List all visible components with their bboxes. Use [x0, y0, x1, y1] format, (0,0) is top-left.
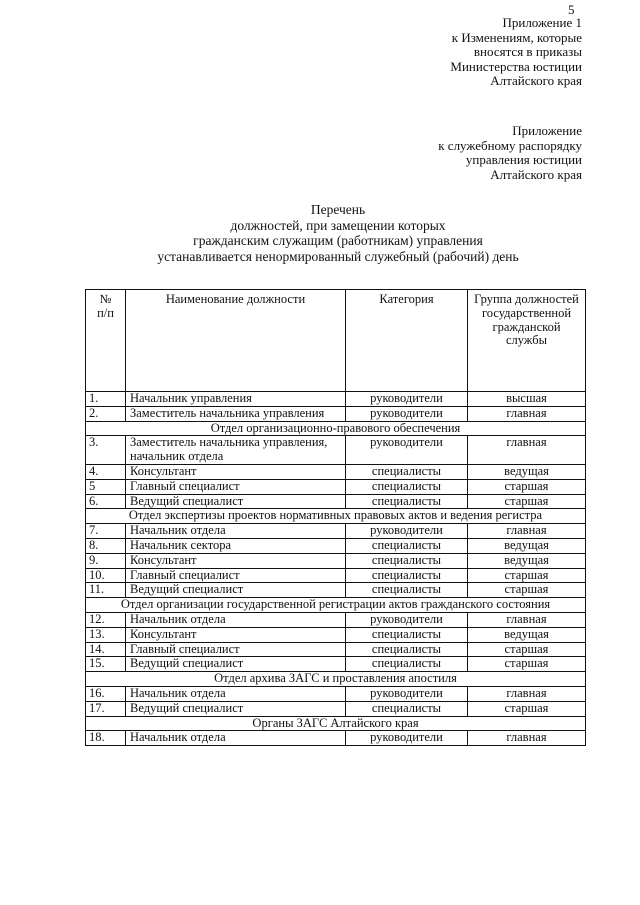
- row-position-name: Начальник отдела: [126, 524, 346, 539]
- row-group: ведущая: [468, 538, 586, 553]
- title-line: Перечень: [310, 202, 366, 217]
- row-group: старшая: [468, 479, 586, 494]
- header-category: Категория: [346, 290, 468, 392]
- annex-1-line: вносятся в приказы: [473, 44, 582, 59]
- row-number: 16.: [86, 686, 126, 701]
- row-number: 6.: [86, 494, 126, 509]
- row-category: руководители: [346, 731, 468, 746]
- row-category: руководители: [346, 392, 468, 407]
- row-group: ведущая: [468, 464, 586, 479]
- annex-2-line: Алтайского края: [490, 166, 582, 182]
- row-position-name: Ведущий специалист: [126, 657, 346, 672]
- row-position-name: Главный специалист: [126, 479, 346, 494]
- row-category: руководители: [346, 406, 468, 421]
- row-position-name: Консультант: [126, 627, 346, 642]
- row-number: 1.: [86, 392, 126, 407]
- title-line: должностей, при замещении которых: [230, 217, 446, 233]
- header-group: Группа должностей государственной гражданской службы: [468, 290, 586, 392]
- row-number: 17.: [86, 701, 126, 716]
- annex-1-heading: [450, 16, 582, 89]
- table-row: [86, 524, 586, 539]
- row-category: специалисты: [346, 538, 468, 553]
- row-group: старшая: [468, 583, 586, 598]
- annex-1-line: Министерства юстиции: [450, 58, 582, 74]
- row-number: 4.: [86, 464, 126, 479]
- table-row: [86, 612, 586, 627]
- table-row: [86, 538, 586, 553]
- annex-2-line: к служебному распорядку: [438, 137, 582, 153]
- annex-2-heading: [438, 124, 582, 182]
- row-position-name: Начальник отдела: [126, 686, 346, 701]
- row-number: 2.: [86, 406, 126, 421]
- header-position-name: Наименование должности: [126, 290, 346, 392]
- section-title: Отдел организации государственной регистрации актов гражданского состояния: [86, 598, 586, 613]
- row-number: 3.: [86, 436, 126, 465]
- section-row: [86, 598, 586, 613]
- annex-1-line: Приложение 1: [502, 15, 582, 30]
- row-position-name: Начальник отдела: [126, 731, 346, 746]
- table-row: [86, 436, 586, 465]
- row-category: специалисты: [346, 627, 468, 642]
- table-row: [86, 406, 586, 421]
- row-group: старшая: [468, 701, 586, 716]
- table-header-row: [86, 290, 586, 392]
- row-number: 14.: [86, 642, 126, 657]
- row-position-name: Консультант: [126, 464, 346, 479]
- row-number: 13.: [86, 627, 126, 642]
- row-number: 11.: [86, 583, 126, 598]
- positions-table: [85, 289, 586, 746]
- table-row: [86, 701, 586, 716]
- row-position-name: Начальник сектора: [126, 538, 346, 553]
- row-group: ведущая: [468, 627, 586, 642]
- row-position-name: Ведущий специалист: [126, 494, 346, 509]
- row-group: высшая: [468, 392, 586, 407]
- row-number: 15.: [86, 657, 126, 672]
- document-title: [0, 202, 640, 264]
- section-title: Отдел экспертизы проектов нормативных правовых актов и ведения регистра: [86, 509, 586, 524]
- table-row: [86, 464, 586, 479]
- section-row: [86, 421, 586, 436]
- row-number: 10.: [86, 568, 126, 583]
- row-position-name: Заместитель начальника управления, начальник отдела: [126, 436, 346, 465]
- page-number: 5: [568, 2, 575, 17]
- annex-1-line: к Изменениям, которые: [451, 29, 582, 45]
- row-position-name: Заместитель начальника управления: [126, 406, 346, 421]
- section-row: [86, 672, 586, 687]
- section-row: [86, 716, 586, 731]
- annex-2-line: управления юстиции: [465, 152, 582, 167]
- row-category: руководители: [346, 524, 468, 539]
- row-number: 18.: [86, 731, 126, 746]
- table-row: [86, 479, 586, 494]
- row-position-name: Главный специалист: [126, 642, 346, 657]
- header-number: № п/п: [86, 290, 126, 392]
- row-group: старшая: [468, 494, 586, 509]
- row-category: специалисты: [346, 553, 468, 568]
- table-row: [86, 642, 586, 657]
- row-category: специалисты: [346, 657, 468, 672]
- row-position-name: Консультант: [126, 553, 346, 568]
- table-row: [86, 627, 586, 642]
- row-group: старшая: [468, 568, 586, 583]
- row-position-name: Ведущий специалист: [126, 583, 346, 598]
- table-row: [86, 494, 586, 509]
- row-group: ведущая: [468, 553, 586, 568]
- row-number: 7.: [86, 524, 126, 539]
- row-position-name: Начальник отдела: [126, 612, 346, 627]
- row-category: руководители: [346, 686, 468, 701]
- row-position-name: Главный специалист: [126, 568, 346, 583]
- row-number: 8.: [86, 538, 126, 553]
- row-position-name: Начальник управления: [126, 392, 346, 407]
- row-group: старшая: [468, 657, 586, 672]
- row-category: специалисты: [346, 479, 468, 494]
- table-row: [86, 553, 586, 568]
- row-category: специалисты: [346, 701, 468, 716]
- row-group: главная: [468, 731, 586, 746]
- row-group: главная: [468, 686, 586, 701]
- table-row: [86, 686, 586, 701]
- annex-1-line: Алтайского края: [490, 73, 582, 88]
- row-number: 5: [86, 479, 126, 494]
- row-group: главная: [468, 406, 586, 421]
- annex-2-line: Приложение: [512, 123, 582, 138]
- row-category: специалисты: [346, 494, 468, 509]
- row-category: специалисты: [346, 583, 468, 598]
- section-title: Органы ЗАГС Алтайского края: [86, 716, 586, 731]
- row-category: специалисты: [346, 568, 468, 583]
- title-line: устанавливается ненормированный служебный (рабочий) день: [157, 248, 519, 264]
- table-row: [86, 583, 586, 598]
- table-row: [86, 392, 586, 407]
- row-group: главная: [468, 524, 586, 539]
- row-group: старшая: [468, 642, 586, 657]
- table-row: [86, 568, 586, 583]
- row-group: главная: [468, 436, 586, 465]
- table-row: [86, 731, 586, 746]
- section-title: Отдел архива ЗАГС и проставления апостиля: [86, 672, 586, 687]
- row-category: специалисты: [346, 642, 468, 657]
- title-line: гражданским служащим (работникам) управления: [193, 233, 483, 248]
- row-position-name: Ведущий специалист: [126, 701, 346, 716]
- row-category: специалисты: [346, 464, 468, 479]
- table-row: [86, 657, 586, 672]
- section-row: [86, 509, 586, 524]
- row-category: руководители: [346, 436, 468, 465]
- row-category: руководители: [346, 612, 468, 627]
- row-group: главная: [468, 612, 586, 627]
- table-body: [86, 392, 586, 746]
- row-number: 9.: [86, 553, 126, 568]
- section-title: Отдел организационно-правового обеспечения: [86, 421, 586, 436]
- row-number: 12.: [86, 612, 126, 627]
